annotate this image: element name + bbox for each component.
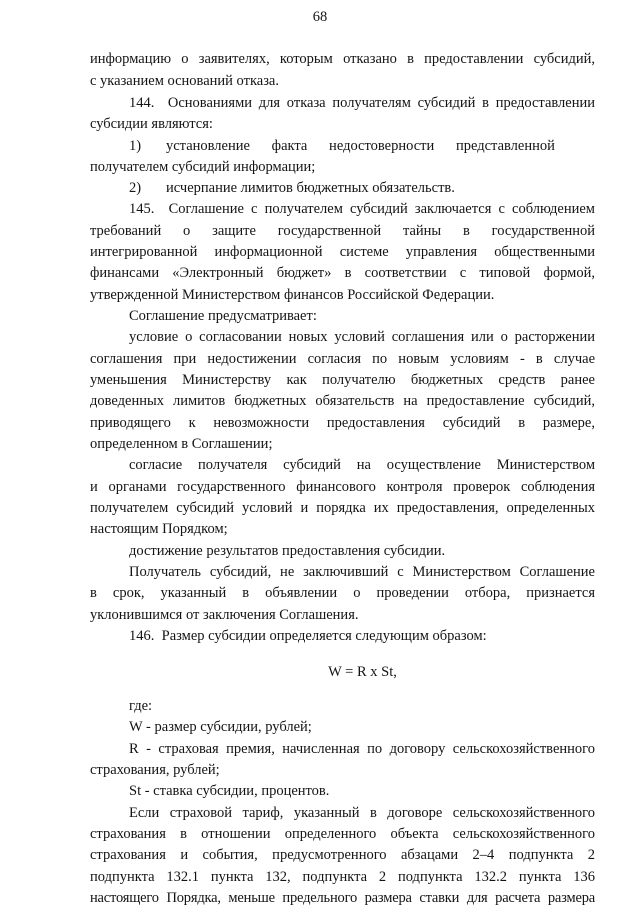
text-line: и органами государственного финансового контроля проверок соблюдения [90,479,595,495]
text-line: интегрированной информационной системе управления общественными [90,244,595,260]
text-line: согласие получателя субсидий на осуществление Министерством [129,457,595,473]
text-line: соглашения при недостижении согласия по новым условиям - в случае [90,351,595,367]
text-line: субсидии являются: [90,116,213,132]
text-line: страхования, рублей; [90,762,220,778]
text-line: R - страховая премия, начисленная по договору сельскохозяйственного [129,741,595,757]
text-line: подпункта 132.1 пункта 132, подпункта 2 подпункта 132.2 пункта 136 [90,869,595,885]
text-line: требований о защите государственной тайны в государственной [90,223,595,239]
text-line: уменьшения Министерству как получателю бюджетных средств ранее [90,372,595,388]
text-line: определенном в Соглашении; [90,436,273,452]
text-line: условие о согласовании новых условий соглашения или о расторжении [129,329,595,345]
text-line: Получатель субсидий, не заключивший с Министерством Соглашение [129,564,595,580]
text-line: утвержденной Министерством финансов Российской Федерации. [90,287,495,303]
text-line: информацию о заявителях, которым отказано в предоставлении субсидий, [90,51,595,67]
text-line: достижение результатов предоставления субсидии. [129,543,446,559]
text-line: доведенных лимитов бюджетных обязательств на предоставление субсидий, [90,393,595,409]
text-line: St - ставка субсидии, процентов. [129,783,330,799]
text-line: где: [129,698,153,714]
text-line: Соглашение предусматривает: [129,308,317,324]
page-number: 68 [312,9,328,25]
text-line: 145. Соглашение с получателем субсидий заключается с соблюдением [129,201,595,217]
text-line: получателем субсидий условий и порядка их предоставления, определенных [90,500,595,516]
text-line: приводящего к невозможности предоставления субсидий в размере, [90,415,595,431]
text-line: 146. Размер субсидии определяется следующим образом: [129,628,487,644]
text-line: с указанием оснований отказа. [90,73,279,89]
text-line: уклонившимся от заключения Соглашения. [90,607,359,623]
list-enumerator: 2) [129,180,142,196]
text-line: Если страховой тариф, указанный в договоре сельскохозяйственного [129,805,595,821]
text-line: финансами «Электронный бюджет» в соответствии с типовой формой, [90,265,595,281]
formula: W = R x St, [328,664,397,680]
text-line: 144. Основаниями для отказа получателям субсидий в предоставлении [129,95,595,111]
text-line: страхования и события, предусмотренного абзацами 2–4 подпункта 2 [90,847,595,863]
text-line: в срок, указанный в объявлении о проведении отбора, признается [90,585,595,601]
text-line: настоящего Порядка, меньше предельного размера ставки для расчета размера [90,890,595,906]
text-line: W - размер субсидии, рублей; [129,719,312,735]
text-line: страхования в отношении определенного объекта сельскохозяйственного [90,826,595,842]
list-enumerator: 1) [129,138,142,154]
text-line: настоящим Порядком; [90,521,228,537]
text-line: исчерпание лимитов бюджетных обязательств. [166,180,455,196]
text-line: получателем субсидий информации; [90,159,316,175]
text-line: установление факта недостоверности представленной [166,138,555,154]
